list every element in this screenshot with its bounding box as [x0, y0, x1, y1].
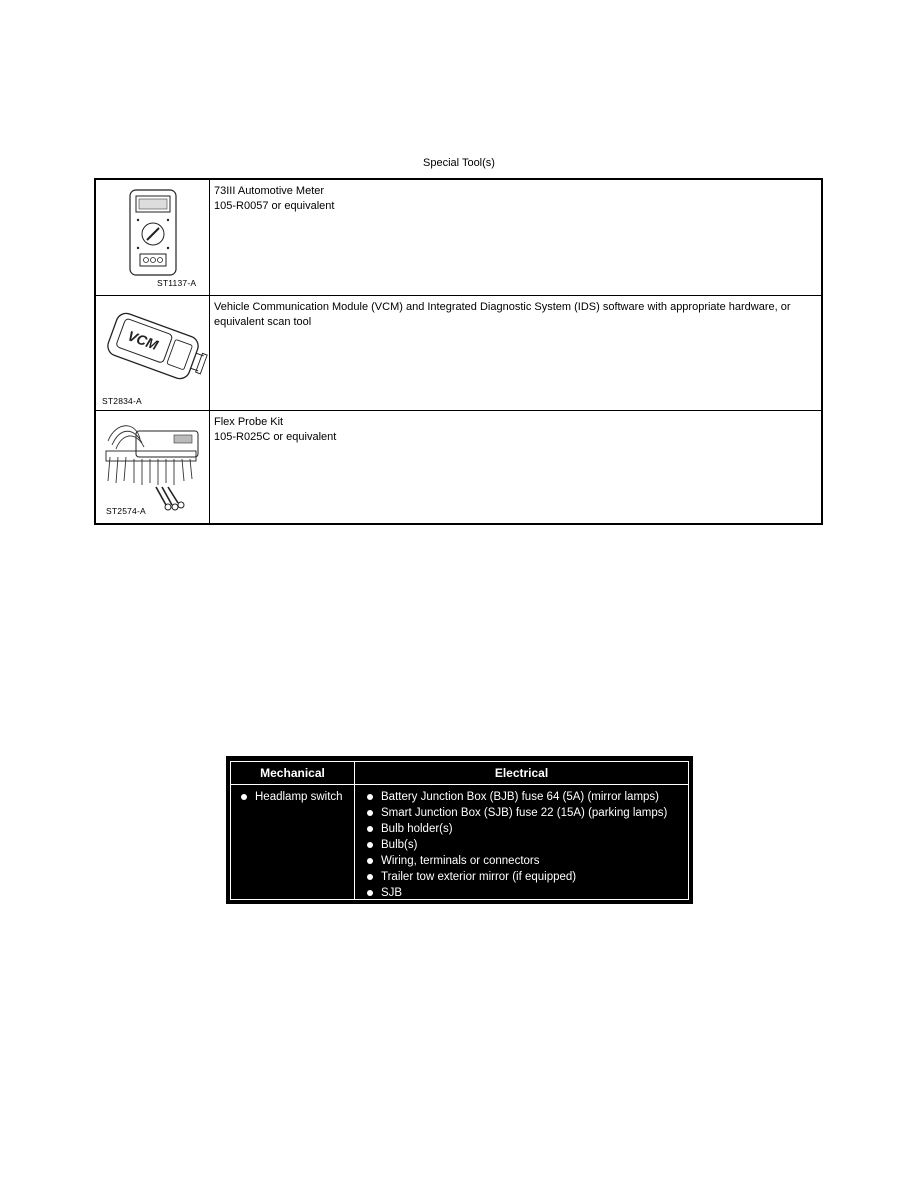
tool-name: 73III Automotive Meter [214, 185, 325, 197]
tool-description [214, 300, 814, 330]
mechanical-item-text: Headlamp switch [255, 791, 343, 803]
special-tools-caption: Special Tool(s) [423, 157, 495, 169]
electrical-item-text: SJB [381, 887, 403, 899]
list-item [365, 789, 688, 805]
tool-image-code: ST2574-A [106, 506, 146, 516]
bullet-icon [367, 890, 373, 896]
electrical-column [354, 784, 689, 900]
mechanical-header: Mechanical [230, 761, 355, 785]
bullet-icon [367, 794, 373, 800]
tool-image-code: ST1137-A [157, 278, 197, 288]
bullet-icon [241, 794, 247, 800]
tool-image-cell [96, 296, 210, 410]
electrical-item-text: Bulb(s) [381, 839, 418, 851]
tool-row [96, 296, 821, 411]
list-item [365, 885, 688, 901]
special-tools-table [94, 178, 823, 525]
bullet-icon [367, 810, 373, 816]
electrical-item-text: Bulb holder(s) [381, 823, 453, 835]
bullet-icon [367, 874, 373, 880]
tool-name: Flex Probe Kit [214, 416, 284, 428]
bullet-icon [367, 842, 373, 848]
tool-image-cell [96, 411, 210, 523]
electrical-item-text: Wiring, terminals or connectors [381, 855, 540, 867]
list-item [365, 821, 688, 837]
bullet-icon [367, 826, 373, 832]
list-item [239, 789, 354, 805]
bullet-icon [367, 858, 373, 864]
list-item [365, 837, 688, 853]
list-item [365, 853, 688, 869]
electrical-header: Electrical [354, 761, 689, 785]
vcm-module-icon [96, 296, 210, 410]
tool-description [214, 415, 814, 445]
tool-part-number: 105-R025C or equivalent [214, 431, 337, 443]
mechanical-column [230, 784, 355, 900]
tool-row [96, 180, 821, 296]
tool-row [96, 411, 821, 523]
electrical-item-text: Battery Junction Box (BJB) fuse 64 (5A) (mirror lamps) [381, 791, 659, 803]
symptom-chart [226, 756, 693, 904]
list-item [365, 805, 688, 821]
tool-name: Vehicle Communication Module (VCM) and Integrated Diagnostic System (IDS) software with appropriate hardware, or equivalent scan tool [214, 301, 791, 328]
electrical-item-text: Trailer tow exterior mirror (if equipped) [381, 871, 577, 883]
electrical-item-text: Smart Junction Box (SJB) fuse 22 (15A) (parking lamps) [381, 807, 668, 819]
tool-image-code: ST2834-A [102, 396, 142, 406]
tool-part-number: 105-R0057 or equivalent [214, 200, 335, 212]
tool-description [214, 184, 814, 214]
vcm-label: VCM [125, 327, 161, 354]
list-item [365, 869, 688, 885]
tool-image-cell [96, 180, 210, 295]
